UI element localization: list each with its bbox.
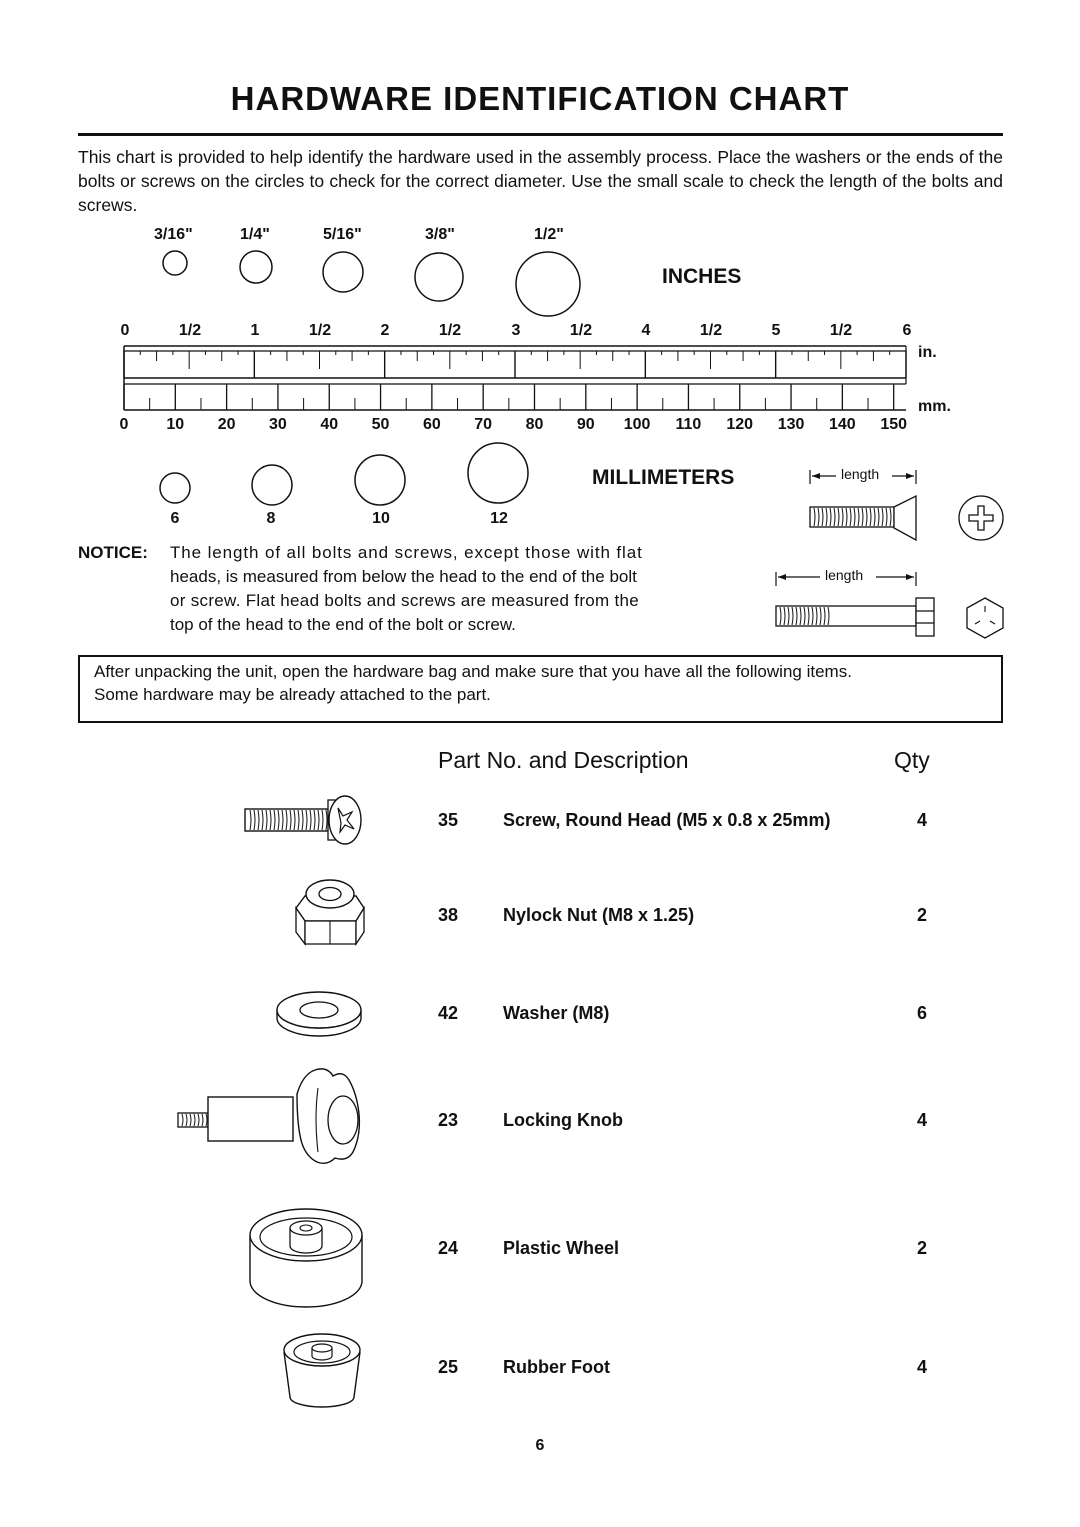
part-qty: 2	[917, 1238, 928, 1258]
round-head-screw-icon	[245, 796, 361, 844]
plastic-wheel-icon	[250, 1209, 362, 1307]
mm-unit-label: mm.	[918, 398, 951, 415]
mm-scale-label: 40	[320, 416, 339, 433]
mm-scale-label: 20	[217, 416, 236, 433]
part-number: 25	[438, 1357, 459, 1377]
part-number: 42	[438, 1003, 459, 1023]
parts-header-qty: Qty	[894, 747, 930, 773]
mm-scale-label: 140	[829, 416, 856, 433]
part-number: 23	[438, 1110, 459, 1130]
part-qty: 4	[917, 1357, 928, 1377]
part-qty: 2	[917, 905, 928, 925]
mm-scale-label: 0	[119, 416, 129, 433]
inch-circle-label: 5/16"	[323, 226, 362, 243]
mm-scale-label: 90	[576, 416, 595, 433]
inch-scale-label: 2	[380, 322, 390, 339]
mm-scale-label: 50	[371, 416, 390, 433]
mm-circle-label: 10	[372, 510, 390, 527]
part-description: Screw, Round Head (M5 x 0.8 x 25mm)	[503, 810, 831, 830]
box-line: After unpacking the unit, open the hardware bag and make sure that you have all the following items.	[94, 662, 852, 681]
inch-scale-label: 1/2	[178, 322, 202, 339]
mm-circle-label: 6	[170, 510, 180, 527]
nylock-nut-icon	[296, 880, 364, 944]
inch-circle-label: 3/8"	[425, 226, 455, 243]
length-label-flathead: length	[838, 466, 882, 482]
inch-scale-label: 1/2	[699, 322, 723, 339]
inch-scale-label: 1/2	[829, 322, 853, 339]
notice-line: or screw. Flat head bolts and screws are measured from the	[170, 591, 640, 610]
part-description: Plastic Wheel	[503, 1238, 620, 1258]
washer-icon	[277, 992, 361, 1036]
mm-circle-label: 8	[266, 510, 276, 527]
part-description: Nylock Nut (M8 x 1.25)	[503, 905, 695, 925]
inch-scale-label: 1/2	[569, 322, 593, 339]
inch-circle-label: 1/2"	[534, 226, 564, 243]
locking-knob-icon	[178, 1069, 359, 1163]
mm-scale-label: 110	[675, 416, 702, 433]
part-description: Washer (M8)	[503, 1003, 610, 1023]
mm-scale-label: 10	[166, 416, 185, 433]
box-line: Some hardware may be already attached to the part.	[94, 685, 491, 704]
mm-scale-label: 130	[777, 416, 805, 433]
notice-label: NOTICE:	[78, 543, 148, 562]
rubber-foot-icon	[284, 1334, 360, 1407]
notice-line: heads, is measured from below the head to the end of the bolt	[170, 567, 637, 586]
notice-line: top of the head to the end of the bolt or screw.	[170, 615, 516, 634]
part-qty: 4	[917, 810, 928, 830]
page-title: HARDWARE IDENTIFICATION CHART	[230, 80, 850, 117]
millimeters-heading: MILLIMETERS	[592, 466, 735, 489]
part-description: Locking Knob	[503, 1110, 623, 1130]
inch-scale-label: 1/2	[438, 322, 462, 339]
inch-scale-label: 1/2	[308, 322, 332, 339]
mm-circle-label: 12	[490, 510, 508, 527]
page-number: 6	[535, 1437, 545, 1454]
part-number: 38	[438, 905, 459, 925]
part-qty: 6	[917, 1003, 928, 1023]
notice-line: The length of all bolts and screws, except those with flat	[170, 543, 643, 562]
length-label-hexbolt: length	[822, 567, 866, 583]
mm-scale-label: 30	[269, 416, 287, 433]
inch-scale-label: 3	[511, 322, 521, 339]
inch-scale-label: 5	[771, 322, 781, 339]
inch-scale-label: 6	[902, 322, 912, 339]
part-qty: 4	[917, 1110, 928, 1130]
parts-header-description: Part No. and Description	[438, 747, 689, 773]
part-number: 24	[438, 1238, 459, 1258]
part-description: Rubber Foot	[503, 1357, 610, 1377]
inches-heading: INCHES	[662, 265, 742, 288]
inch-unit-label: in.	[918, 344, 937, 361]
mm-scale-label: 80	[525, 416, 544, 433]
inch-scale-label: 1	[250, 322, 260, 339]
part-number: 35	[438, 810, 459, 830]
inch-scale-label: 0	[120, 322, 130, 339]
mm-scale-label: 100	[623, 416, 651, 433]
inch-circle-label: 3/16"	[154, 226, 193, 243]
mm-scale-label: 150	[880, 416, 908, 433]
mm-scale-label: 120	[726, 416, 754, 433]
inch-circle-label: 1/4"	[240, 226, 270, 243]
inch-scale-label: 4	[641, 322, 651, 339]
intro-paragraph: This chart is provided to help identify the hardware used in the assembly process. Place the washers or the ends of the bolts or screws on the circles to check for the correct diameter. Use the small scale to check the length of the bolts and screws.	[78, 147, 1003, 215]
mm-scale-label: 70	[474, 416, 493, 433]
mm-scale-label: 60	[422, 416, 441, 433]
